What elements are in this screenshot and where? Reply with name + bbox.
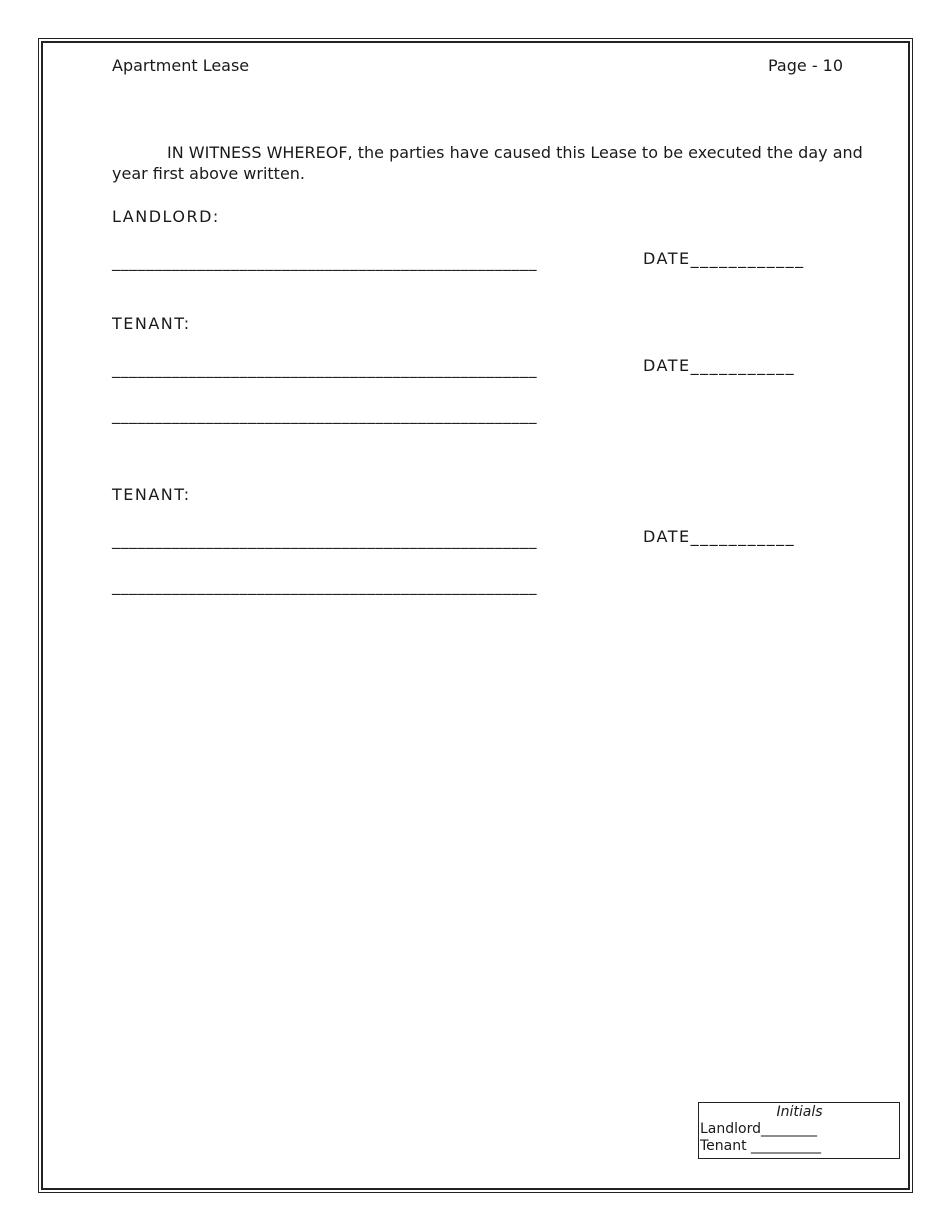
initials-landlord-field[interactable]: Landlord________	[700, 1121, 817, 1137]
tenant-label-1: TENANT:	[112, 314, 191, 333]
tenant-2-signature-line-b[interactable]: __________________________________________________	[112, 576, 537, 595]
tenant-label-2: TENANT:	[112, 485, 191, 504]
tenant-1-date-field[interactable]: DATE___________	[643, 356, 796, 375]
tenant-2-date-field[interactable]: DATE___________	[643, 527, 796, 546]
landlord-label: LANDLORD:	[112, 207, 220, 226]
document-title: Apartment Lease	[112, 56, 250, 75]
landlord-date-field[interactable]: DATE____________	[643, 249, 805, 268]
witness-line-1: IN WITNESS WHEREOF, the parties have caused this Lease to be executed the day and	[167, 143, 863, 162]
page-number: Page - 10	[768, 56, 844, 75]
initials-title: Initials	[776, 1104, 823, 1120]
tenant-2-signature-line-a[interactable]: __________________________________________________	[112, 530, 537, 549]
initials-tenant-field[interactable]: Tenant __________	[700, 1138, 822, 1154]
tenant-1-signature-line-b[interactable]: __________________________________________________	[112, 405, 537, 424]
witness-line-2: year first above written.	[112, 164, 306, 183]
landlord-signature-line[interactable]: __________________________________________________	[112, 252, 537, 271]
tenant-1-signature-line-a[interactable]: __________________________________________________	[112, 359, 537, 378]
initials-box	[698, 1102, 900, 1159]
